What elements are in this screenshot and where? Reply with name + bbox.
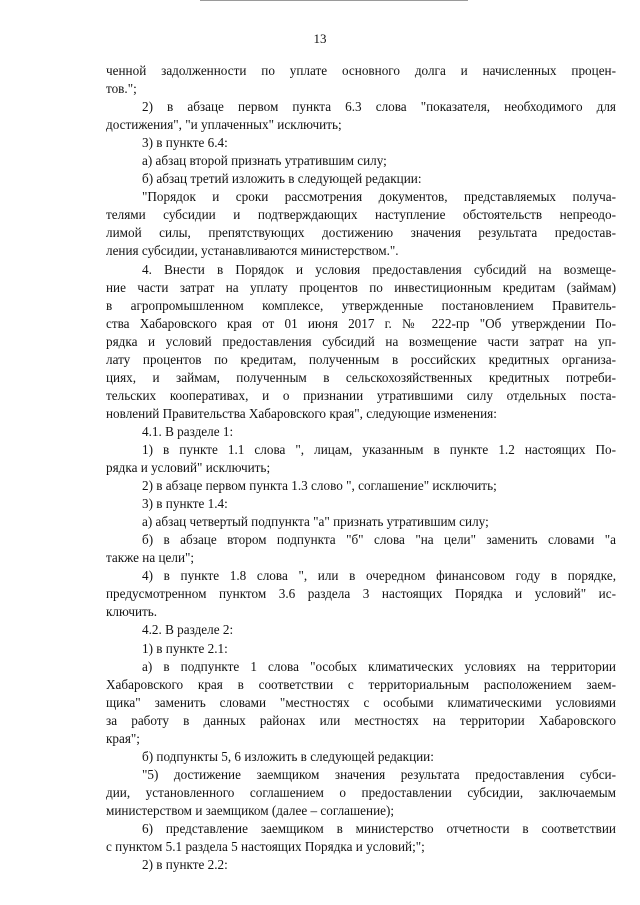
text-line: рядка и условий предоставления субсидий на возмещение части затрат на уп-	[106, 333, 616, 349]
text-line: лату процентов по кредитам, полученным в российских кредитных организа-	[106, 351, 616, 367]
text-line: также на цели";	[106, 550, 195, 566]
text-line: 2) в абзаце первом пункта 6.3 слова "показателя, необходимого для	[142, 99, 616, 115]
text-line: новлений Правительства Хабаровского края", следующие изменения:	[106, 405, 497, 421]
text-line: а) абзац четвертый подпункта "а" признать утратившим силу;	[142, 514, 489, 530]
text-line: с пунктом 5.1 раздела 5 настоящих Порядка и условий;";	[106, 839, 425, 855]
text-line: щика" заменить словами "местностях с особыми климатическими условиями	[106, 694, 616, 710]
text-line: а) в подпункте 1 слова "особых климатических условиях на территории	[142, 658, 616, 674]
text-line: ства Хабаровского края от 01 июня 2017 г. № 222-пр "Об утверждении По-	[106, 315, 616, 331]
text-line: 6) представление заемщиком в министерство отчетности в соответствии	[142, 820, 616, 836]
text-line: тельских кооперативах, и о признании утратившими силу отдельных поста-	[106, 387, 616, 403]
text-line: 4. Внести в Порядок и условия предоставления субсидий на возмеще-	[142, 261, 616, 277]
text-line: телями субсидии и подтверждающих наступление обстоятельств непреодо-	[106, 207, 616, 223]
text-line: "5) достижение заемщиком значения результата предоставления субси-	[142, 766, 616, 782]
text-line: лимой силы, препятствующих достижению значения результата предостав-	[106, 225, 616, 241]
text-line: 1) в пункте 1.1 слова ", лицам, указанным в пункте 1.2 настоящих По-	[142, 441, 616, 457]
text-line: рядка и условий" исключить;	[106, 460, 271, 476]
text-line: б) абзац третий изложить в следующей редакции:	[142, 171, 422, 187]
text-line: б) в абзаце втором подпункта "б" слова "на цели" заменить словами "а	[142, 532, 616, 548]
text-line: "Порядок и сроки рассмотрения документов, представляемых получа-	[142, 189, 616, 205]
text-line: дии, установленного соглашением о предоставлении субсидии, заключаемым	[106, 784, 616, 800]
text-line: министерством и заемщиком (далее – соглашение);	[106, 802, 395, 818]
text-line: ления субсидии, устанавливаются министерством.".	[106, 243, 399, 259]
text-line: за работу в данных районах или местностях на территории Хабаровского	[106, 712, 616, 728]
document-body	[106, 62, 616, 874]
text-line: 4) в пункте 1.8 слова ", или в очередном финансовом году в порядке,	[142, 568, 616, 584]
text-line: 2) в пункте 2.2:	[142, 857, 228, 873]
text-line: ключить.	[106, 604, 158, 620]
text-line: 4.2. В разделе 2:	[142, 622, 234, 638]
text-line: тов.";	[106, 81, 137, 97]
page-number: 13	[313, 31, 327, 46]
text-line: 1) в пункте 2.1:	[142, 640, 228, 656]
text-line: ние части затрат на уплату процентов по инвестиционным кредитам (займам)	[106, 279, 616, 295]
text-line: предусмотренном пунктом 3.6 раздела 3 настоящих Порядка и условий" ис-	[106, 586, 616, 602]
top-rule	[200, 0, 468, 1]
text-line: края";	[106, 730, 140, 746]
text-line: а) абзац второй признать утратившим силу;	[142, 153, 387, 169]
text-line: в агропромышленном комплексе, утвержденные постановлением Правитель-	[106, 297, 616, 313]
text-line: 3) в пункте 1.4:	[142, 496, 228, 512]
text-line: 4.1. В разделе 1:	[142, 423, 234, 439]
text-line: циях, и займам, полученным в сельскохозяйственных кредитных потреби-	[106, 369, 616, 385]
text-line: 3) в пункте 6.4:	[142, 135, 228, 151]
text-line: ченной задолженности по уплате основного долга и начисленных процен-	[106, 63, 616, 78]
text-line: достижения", "и уплаченных" исключить;	[106, 117, 342, 133]
text-line: Хабаровского края в соответствии с территориальным расположением заем-	[106, 676, 616, 692]
text-line: б) подпункты 5, 6 изложить в следующей редакции:	[142, 748, 434, 764]
text-line: 2) в абзаце первом пункта 1.3 слово ", соглашение" исключить;	[142, 478, 497, 494]
